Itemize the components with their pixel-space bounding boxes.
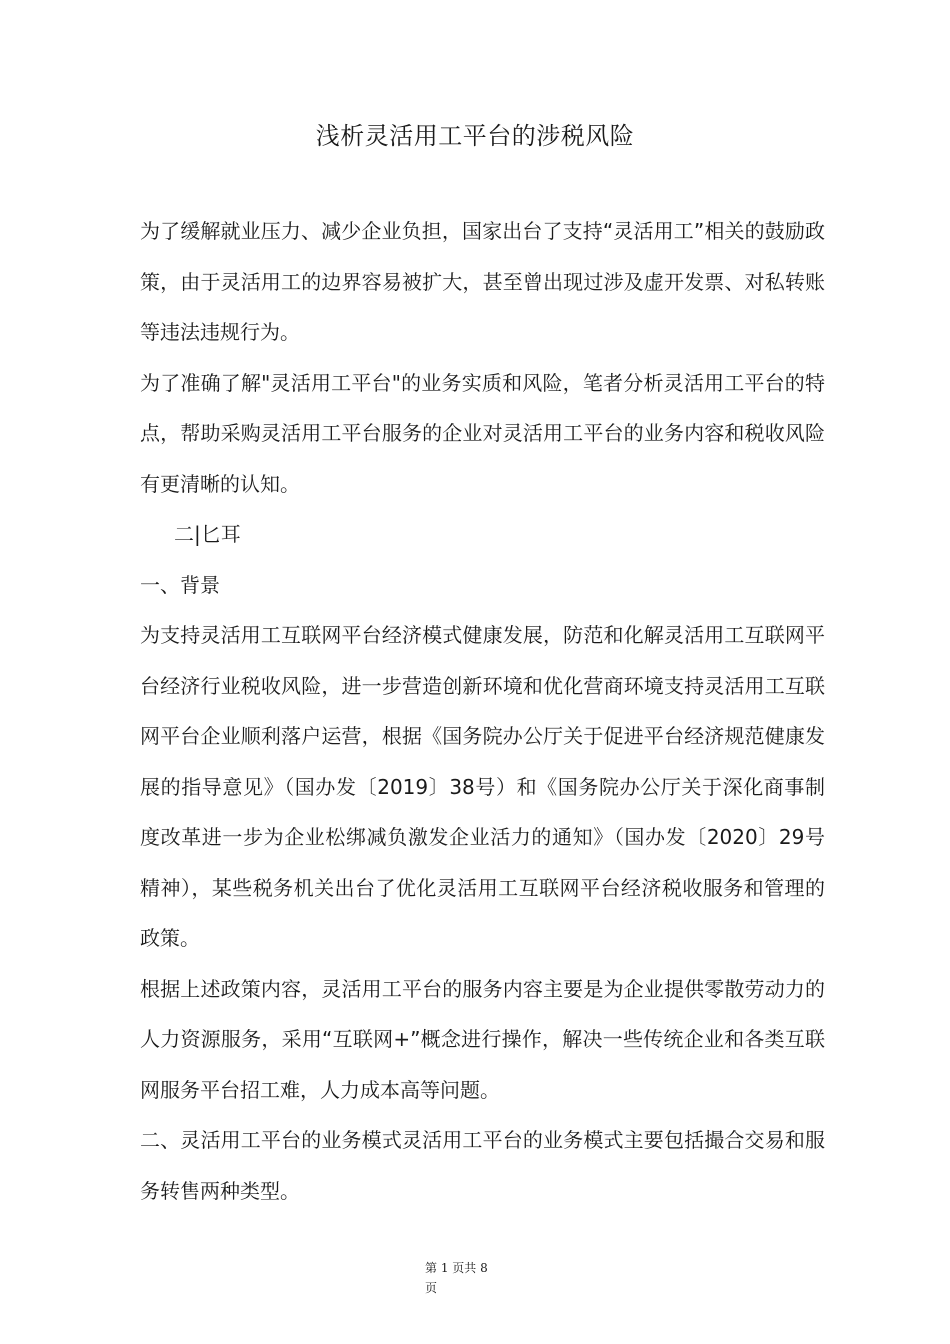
paragraph-intro: 为了缓解就业压力、减少企业负担，国家出台了支持“灵活用工”相关的鼓励政策，由于灵活用工的边界容易被扩大，甚至曾出现过涉及虚开发票、对私转账等违法违规行为。 (140, 219, 825, 344)
page-number-line1: 第 1 页共 8 (425, 1261, 488, 1275)
garbled-line: 二|匕耳 (174, 522, 241, 546)
paragraph-policy-content: 根据上述政策内容，灵活用工平台的服务内容主要是为企业提供零散劳动力的人力资源服务，采用“互联网+”概念进行操作，解决一些传统企业和各类互联网服务平台招工难，人力成本高等问题。 (140, 976, 825, 1102)
document-body (140, 206, 825, 1216)
page-number-line2: 页 (425, 1281, 438, 1295)
paragraph-purpose: 为了准确了解"灵活用工平台"的业务实质和风险，笔者分析灵活用工平台的特点，帮助采购灵活用工平台服务的企业对灵活用工平台的业务内容和税收风险有更清晰的认知。 (140, 370, 825, 496)
section-heading-background: 一、背景 (140, 572, 220, 597)
section-business-model: 二、灵活用工平台的业务模式灵活用工平台的业务模式主要包括撮合交易和服务转售两种类型。 (140, 1128, 825, 1203)
document-title: 浅析灵活用工平台的涉税风险 (315, 122, 635, 150)
page-footer (425, 1258, 525, 1298)
paragraph-background: 为支持灵活用工互联网平台经济模式健康发展，防范和化解灵活用工互联网平台经济行业税收风险，进一步营造创新环境和优化营商环境支持灵活用工互联网平台企业顺利落户运营，根据《国务院办公厅关于促进平台经济规范健康发展的指导意见》（国办发〔2019〕38号）和《国务院办公厅关于深化商事制度改革进一步为企业松绑减负激发企业活力的通知》（国办发〔2020〕29号精神），某些税务机关出台了优化灵活用工互联网平台经济税收服务和管理的政策。 (140, 623, 825, 950)
